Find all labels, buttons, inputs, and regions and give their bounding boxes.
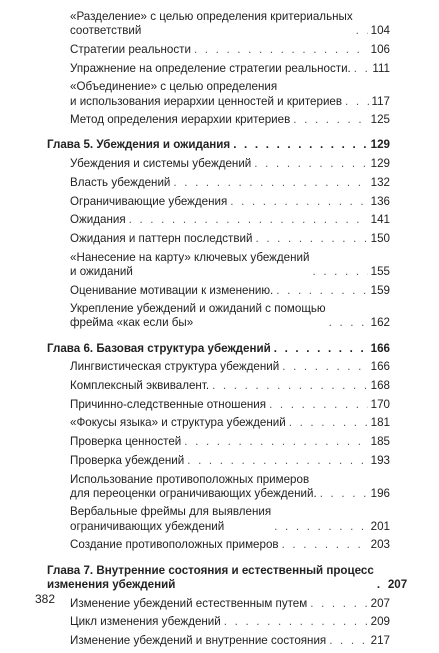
dot-leader bbox=[274, 520, 367, 534]
toc-title bbox=[70, 379, 209, 393]
toc-title bbox=[70, 505, 271, 533]
toc-title-line: Ожидания и паттерн последствий bbox=[70, 231, 253, 245]
toc-page-number: 207 bbox=[370, 596, 390, 610]
toc-page-number: 166 bbox=[370, 360, 390, 374]
toc-title bbox=[47, 342, 271, 356]
toc-entry bbox=[47, 360, 390, 374]
toc-title-line: Лингвистическая структура убеждений bbox=[70, 360, 280, 374]
toc-title bbox=[70, 62, 351, 76]
toc-title-line: для переоценки ограничивающих убеждений. bbox=[70, 486, 317, 500]
dot-leader bbox=[310, 597, 367, 611]
toc-title bbox=[70, 284, 273, 298]
toc-title bbox=[47, 138, 230, 152]
dot-leader bbox=[184, 435, 367, 449]
toc-page-number: 196 bbox=[370, 486, 390, 500]
dot-leader bbox=[269, 398, 368, 412]
dot-leader bbox=[274, 342, 368, 356]
toc-title bbox=[70, 113, 290, 127]
toc-entry bbox=[47, 232, 390, 246]
toc-chapter bbox=[47, 563, 408, 592]
dot-leader bbox=[329, 634, 367, 648]
dot-leader bbox=[377, 578, 385, 592]
toc-entry bbox=[47, 435, 390, 449]
dot-leader bbox=[312, 265, 367, 279]
toc-title-line: Оценивание мотивации к изменению. bbox=[70, 283, 274, 297]
toc-title-line: Вербальные фреймы для выявления bbox=[70, 505, 272, 519]
dot-leader bbox=[233, 138, 367, 152]
toc-page-number: 117 bbox=[371, 94, 390, 108]
toc-title-line: Глава 7. Внутренние состояния и естественный процесс bbox=[47, 563, 374, 577]
dot-leader bbox=[173, 176, 367, 190]
toc-page-number: 170 bbox=[370, 397, 390, 411]
dot-leader bbox=[129, 213, 368, 227]
toc-title bbox=[70, 43, 191, 57]
toc-title-line: Укрепление убеждений и ожиданий с помощью bbox=[70, 302, 326, 316]
toc-page-number: 181 bbox=[370, 416, 390, 430]
toc-title-line: Метод определения иерархии критериев bbox=[70, 113, 291, 127]
toc-title bbox=[47, 564, 374, 592]
toc-title bbox=[70, 473, 317, 501]
toc-title bbox=[70, 634, 326, 648]
toc-page-number: 129 bbox=[370, 138, 390, 152]
toc-title-line: Изменение убеждений естественным путем bbox=[70, 596, 308, 610]
toc-entry bbox=[47, 213, 390, 227]
toc-title-line: изменения убеждений bbox=[47, 577, 176, 591]
toc-title-line: Комплексный эквивалент. bbox=[70, 379, 210, 393]
toc-entry bbox=[47, 538, 390, 552]
toc-page-number: 193 bbox=[370, 453, 390, 467]
toc-title-line: «Объединение» с целью определения bbox=[70, 80, 278, 94]
toc-title-line: Упражнение на определение стратегии реальности. bbox=[70, 61, 351, 75]
toc-title-line: Изменение убеждений и внутренние состояния bbox=[70, 633, 327, 647]
table-of-contents bbox=[47, 10, 408, 653]
toc-page-number: 162 bbox=[370, 316, 390, 330]
toc-title-line: Убеждения и системы убеждений bbox=[70, 157, 252, 171]
toc-entry bbox=[47, 416, 390, 430]
toc-title-line: Глава 6. Базовая структура убеждений bbox=[47, 341, 271, 355]
toc-page-number: 125 bbox=[370, 113, 390, 127]
toc-title-line: фрейма «как если бы» bbox=[70, 316, 194, 330]
toc-title-line: Причинно-следственные отношения bbox=[70, 397, 267, 411]
toc-entry bbox=[47, 43, 390, 57]
toc-title bbox=[70, 232, 252, 246]
toc-title bbox=[70, 195, 227, 209]
toc-title bbox=[70, 538, 279, 552]
dot-leader bbox=[187, 454, 367, 468]
toc-entry bbox=[47, 615, 390, 629]
toc-title-line: соответствий bbox=[70, 24, 142, 38]
toc-entry bbox=[47, 302, 390, 330]
toc-page-number: 129 bbox=[370, 157, 390, 171]
toc-title-line: Использование противоположных примеров bbox=[70, 472, 310, 486]
toc-title bbox=[70, 360, 279, 374]
toc-page-number: 106 bbox=[370, 42, 390, 56]
dot-leader bbox=[276, 284, 367, 298]
dot-leader bbox=[224, 615, 368, 629]
toc-page-number: 111 bbox=[372, 61, 390, 75]
toc-page-number: 203 bbox=[370, 538, 390, 552]
toc-page-number: 132 bbox=[370, 175, 390, 189]
toc-entry bbox=[47, 80, 390, 108]
dot-leader bbox=[356, 24, 368, 38]
toc-entry bbox=[47, 398, 390, 412]
dot-leader bbox=[329, 316, 368, 330]
toc-title-line: Проверка ценностей bbox=[70, 435, 182, 449]
toc-title bbox=[70, 213, 126, 227]
toc-page-number: 217 bbox=[370, 633, 390, 647]
toc-chapter bbox=[47, 138, 390, 152]
toc-page-number: 104 bbox=[370, 24, 390, 38]
toc-page-number: 141 bbox=[370, 213, 390, 227]
toc-entry bbox=[47, 473, 390, 501]
toc-title-line: Ограничивающие убеждения bbox=[70, 194, 228, 208]
toc-entry bbox=[47, 454, 390, 468]
dot-leader bbox=[230, 195, 367, 209]
toc-title-line: «Фокусы языка» и структура убеждений bbox=[70, 416, 286, 430]
dot-leader bbox=[320, 487, 368, 501]
toc-entry bbox=[47, 62, 390, 76]
toc-title-line: Власть убеждений bbox=[70, 175, 171, 189]
toc-page-number: 168 bbox=[370, 379, 390, 393]
toc-entry bbox=[47, 251, 390, 279]
toc-title-line: ограничивающих убеждений bbox=[70, 519, 225, 533]
dot-leader bbox=[212, 379, 368, 393]
toc-entry bbox=[47, 505, 390, 533]
toc-page-number: 166 bbox=[370, 341, 390, 355]
toc-page-number: 150 bbox=[370, 231, 390, 245]
toc-entry bbox=[47, 176, 390, 190]
toc-title-line: Стратегии реальности bbox=[70, 42, 191, 56]
toc-title bbox=[70, 80, 342, 108]
toc-page-number: 209 bbox=[370, 615, 390, 629]
toc-title bbox=[70, 454, 184, 468]
toc-entry bbox=[47, 634, 390, 648]
toc-title-line: Глава 5. Убеждения и ожидания bbox=[47, 138, 231, 152]
dot-leader bbox=[345, 95, 368, 109]
toc-title-line: Проверка убеждений bbox=[70, 453, 185, 467]
dot-leader bbox=[254, 157, 367, 171]
dot-leader bbox=[293, 113, 367, 127]
toc-title bbox=[70, 302, 326, 330]
toc-title bbox=[70, 398, 266, 412]
toc-title-line: Цикл изменения убеждений bbox=[70, 615, 221, 629]
toc-title bbox=[70, 251, 309, 279]
dot-leader bbox=[194, 43, 368, 57]
toc-entry bbox=[47, 379, 390, 393]
toc-entry bbox=[47, 195, 390, 209]
toc-page-number: 207 bbox=[387, 577, 408, 591]
dot-leader bbox=[282, 538, 368, 552]
toc-page-number: 155 bbox=[370, 264, 390, 278]
toc-title bbox=[70, 157, 251, 171]
dot-leader bbox=[282, 360, 367, 374]
toc-title-line: и ожиданий bbox=[70, 264, 133, 278]
toc-page-number: 185 bbox=[370, 435, 390, 449]
toc-title-line: Создание противоположных примеров bbox=[70, 538, 279, 552]
toc-title bbox=[70, 416, 286, 430]
toc-chapter bbox=[47, 342, 390, 356]
toc-entry bbox=[47, 597, 390, 611]
toc-title bbox=[70, 176, 170, 190]
toc-entry bbox=[47, 157, 390, 171]
toc-title bbox=[70, 435, 181, 449]
toc-entry bbox=[47, 113, 390, 127]
toc-title bbox=[70, 615, 221, 629]
toc-entry bbox=[47, 10, 390, 38]
page-number: 382 bbox=[35, 592, 56, 606]
toc-page-number: 201 bbox=[370, 519, 390, 533]
toc-title-line: Ожидания bbox=[70, 213, 126, 227]
toc-title-line: «Нанесение на карту» ключевых убеждений bbox=[70, 250, 310, 264]
dot-leader bbox=[354, 62, 369, 76]
toc-title-line: «Разделение» с целью определения критериальных bbox=[70, 10, 353, 23]
dot-leader bbox=[289, 416, 368, 430]
toc-page-number: 159 bbox=[370, 283, 390, 297]
toc-entry bbox=[47, 284, 390, 298]
toc-title-line: и использования иерархии ценностей и критериев bbox=[70, 94, 343, 108]
toc-page-number: 136 bbox=[370, 194, 390, 208]
toc-title bbox=[70, 10, 353, 38]
dot-leader bbox=[255, 232, 367, 246]
toc-title bbox=[70, 597, 307, 611]
